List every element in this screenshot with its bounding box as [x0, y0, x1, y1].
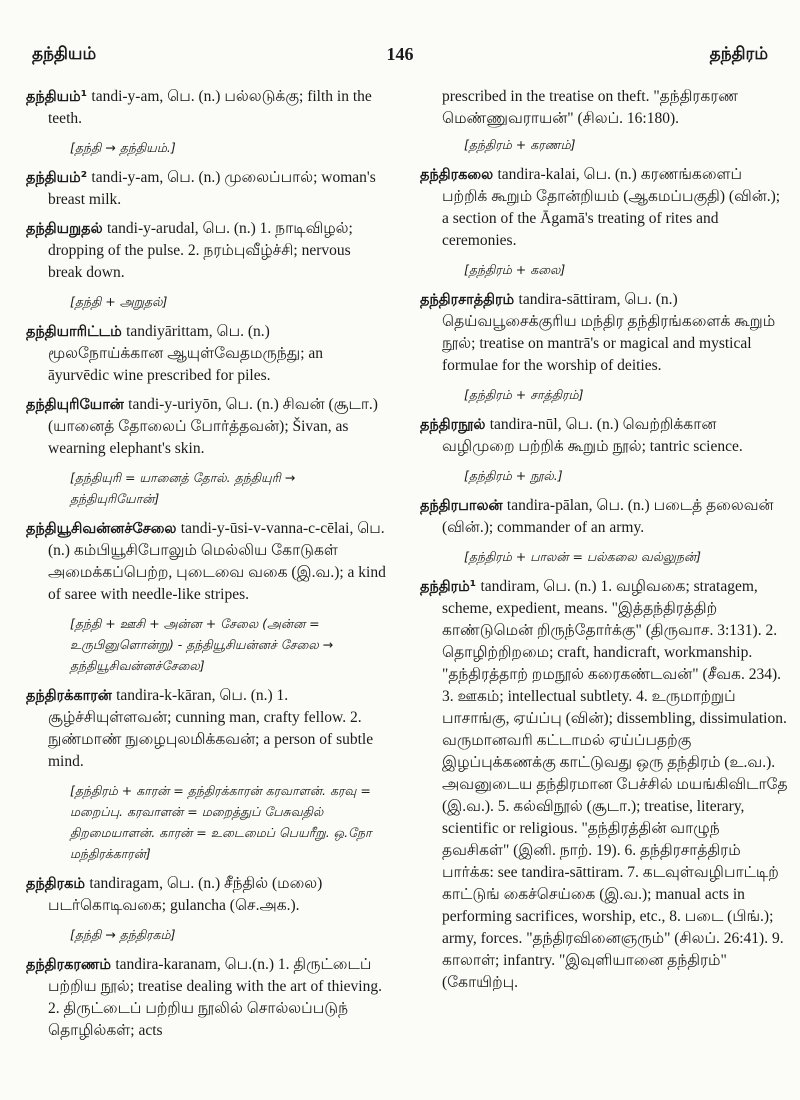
entry-headword: தந்தியாரிட்டம் [26, 324, 122, 340]
entry-etymology: [தந்திரம் + நூல்.] [464, 468, 563, 483]
entry-text: tandi-y-uriyōn, பெ. (n.) சிவன் (சூடா.) (யானைத் தோலைப் போர்த்தவன்); Šivan, as wearning elephant's skin. [48, 396, 378, 457]
entry-text: tandi-y-ūsi-v-vanna-c-cēlai, பெ.(n.) கம்பியூசிபோலும் மெல்லிய கோடுகள் அமைக்கப்பெற்ற, புடைவை வகை (இ.வ.); a kind of saree with needle-like stripes. [48, 520, 386, 603]
entry-text: tandira-pālan, பெ. (n.) படைத் தலைவன் (வின்.); commander of an army. [442, 497, 774, 536]
entry-text: tandira-kalai, பெ. (n.) கரணங்களைப் பற்றிக் கூறும் தோன்றியம் (ஆகமப்பகுதி) (வின்.); a section of the Āgamā's treating of rites and ceremonies. [442, 166, 781, 249]
page-number: 146 [386, 44, 414, 64]
entry-text: tandiragam, பெ. (n.) சீந்தில் (மலை) படர்கொடிவகை; gulancha (செ.அக.). [48, 875, 323, 914]
dictionary-entry [26, 218, 388, 284]
dictionary-entry [26, 873, 388, 917]
entry-headword: தந்தியூசிவன்னச்சேலை [26, 521, 177, 537]
running-head-left: தந்தியம் [32, 44, 97, 64]
dictionary-entry [26, 394, 388, 460]
right-column [420, 86, 788, 1001]
running-head-right: தந்திரம் [709, 44, 768, 64]
entry-continuation: prescribed in the treatise on theft. "தந்திரகரண மெண்ணுவராயன்" (சிலப். 16:180). [442, 88, 739, 127]
entry-text: tandi-y-arudal, பெ. (n.) 1. நாடிவிழல்; dropping of the pulse. 2. நரம்புவீழ்ச்சி; nervous break down. [48, 220, 353, 281]
entry-etymology: [தந்திரம் + கரணம்] [464, 137, 576, 152]
entry-text: tandi-y-am, பெ. (n.) பல்லடுக்கு; filth in the teeth. [48, 88, 372, 127]
entry-headword: தந்திரபாலன் [420, 498, 503, 514]
dictionary-entry [26, 685, 388, 773]
left-column [26, 86, 388, 1049]
dictionary-entry [420, 495, 788, 539]
dictionary-entry [26, 321, 388, 387]
entry-etymology: [தந்திரம் + கலை] [464, 262, 566, 277]
entry-text: tandira-karanam, பெ.(n.) 1. திருட்டைப் பற்றிய நூல்; treatise dealing with the art of thieving. 2. திருட்டைப் பற்றிய நூலில் சொல்லப்படுந் தொழில்கள்; acts [48, 956, 382, 1039]
entry-etymology: [தந்திரம் + காரன் = தந்திரக்காரன் கரவாளன். கரவு = மறைப்பு. கரவாளன் = மறைத்துப் பேசுவதில் திறமையாளன். காரன் = உடைமைப் பெயரீறு. ஒ.நோ மந்திரக்காரன்] [70, 783, 372, 861]
entry-headword: தந்தியறுதல் [26, 221, 103, 237]
entry-headword: தந்தியுரியோன் [26, 397, 124, 413]
entry-headword: தந்திரகலை [420, 167, 494, 183]
entry-text: tandira-k-kāran, பெ. (n.) 1. சூழ்ச்சியுள்ளவன்; cunning man, crafty fellow. 2. நுண்மாண் நுழைபுலமிக்கவன்; a person of subtle mind. [48, 687, 374, 770]
dictionary-entry [420, 576, 788, 994]
entry-text: tandiram, பெ. (n.) 1. வழிவகை; stratagem, scheme, expedient, means. "இத்தந்திரத்திற் காண்டுமென் றிருந்தோர்க்கு" (திருவாச. 3:131). 2. தொழிற்றிறமை; craft, handicraft, workmanship. "தந்திரத்தாற் றமநூல் கரைகண்டவன்" (சீவக. 234). 3. ஊகம்; intellectual subtlety. 4. உருமாற்றுப் பாசாங்கு, ஏய்ப்பு (வின்); dissembling, dissimulation. வருமானவரி கட்டாமல் ஏய்ப்பதற்கு இழப்புக்கணக்கு காட்டுவது ஒரு தந்திரம் (உ.வ.). அவனுடைய தந்திரமான பேச்சில் மயங்கிவிடாதே (இ.வ.). 5. கல்விநூல் (சூடா.); treatise, literary, scientific or religious. "தந்திரத்தின் வாழுந் தவசிகள்" (இனி. நாற். 19). 6. தந்திரசாத்திரம் பார்க்க: see tandira-sāttiram. 7. கடவுள்வழிபாட்டிற் காட்டுங் கைச்செய்கை (இ.வ.); manual acts in performing sacrifices, worship, etc., 8. படை (பிங்.); army, forces. "தந்திரவினைஞரும்" (சிலப். 26:41). 9. காலாள்; infantry. "இவுளியானை தந்திரம்" (கோயிற்பு. [442, 578, 788, 991]
entry-headword: தந்திரம்¹ [420, 579, 477, 595]
entry-etymology: [தந்தி + ஊசி + அன்ன + சேலை (அன்ன = உருபினுளொன்று) - தந்தியூசியன்னச் சேலை → தந்தியூசிவன்னச்சேலை] [70, 616, 334, 673]
entry-headword: தந்திரகம் [26, 876, 86, 892]
entry-text: tandira-sāttiram, பெ. (n.) தெய்வபூசைக்குரிய மந்திர தந்திரங்களைக் கூறும் நூல்; treatise on mantrā's or magical and mystical formulae for the worship of deities. [442, 291, 776, 374]
page-header [32, 44, 768, 76]
dictionary-entry [26, 167, 388, 211]
dictionary-entry [420, 289, 788, 377]
entry-headword: தந்திரநூல் [420, 417, 486, 433]
entry-headword: தந்திரக்காரன் [26, 688, 112, 704]
entry-etymology: [தந்திரம் + சாத்திரம்] [464, 387, 584, 402]
dictionary-entry [26, 518, 388, 606]
entry-etymology: [தந்தி + அறுதல்] [70, 294, 168, 309]
entry-headword: தந்தியம்¹ [26, 89, 88, 105]
entry-etymology: [தந்தி → தந்தியம்.] [70, 140, 176, 155]
dictionary-entry [26, 954, 388, 1042]
dictionary-entry [420, 414, 788, 458]
entry-etymology: [தந்திரம் + பாலன் = பல்கலை வல்லுநன்] [464, 549, 702, 564]
entry-etymology: [தந்தி → தந்திரகம்] [70, 927, 176, 942]
dictionary-entry [26, 86, 388, 130]
entry-text: tandira-nūl, பெ. (n.) வெற்றிக்கான வழிமுறை பற்றிக் கூறும் நூல்; tantric science. [442, 416, 743, 455]
entry-etymology: [தந்தியுரி = யானைத் தோல். தந்தியுரி → தந்தியுரியோன்] [70, 470, 296, 506]
entry-headword: தந்திரகரணம் [26, 957, 112, 973]
dictionary-entry [420, 164, 788, 252]
entry-headword: தந்திரசாத்திரம் [420, 292, 515, 308]
entry-headword: தந்தியம்² [26, 170, 88, 186]
entry-text: tandiyārittam, பெ. (n.) மூலநோய்க்கான ஆயுள்வேதமருந்து; an āyurvēdic wine prescribed for piles. [48, 323, 324, 384]
entry-text: tandi-y-am, பெ. (n.) முலைப்பால்; woman's breast milk. [48, 169, 376, 208]
